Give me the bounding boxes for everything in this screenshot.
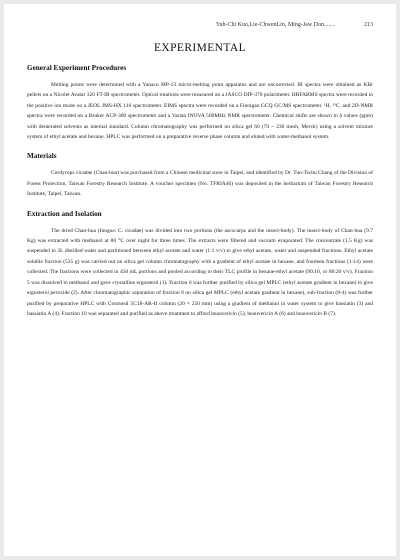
section-body: Melting points were determined with a Yanaco MP-13 micro-melting point apparatus and are uncorrected. IR spectra were obtained as KBr pellets on a Nicolet Avatar 320 FT-IR spectrometer. Optical rotations were measured on a JASCO DIP-370 polarimeter. HRFABMS spectra were recorded in the positive ion mode on a JEOL JMS-HX 110 spectrometer. EIMS spectra were recorded on a Finnigan GCQ GC/MS spectrometer. ¹H, ¹³C, and 2D-NMR spectra were recorded on a Bruker ACP-300 spectrometer and a Varian INOVA 500MHz NMR spectrometer. Chemical shifts are shown in δ values (ppm) with deuterated solvents as internal standard. Column chromatography was performed on silica gel 60 (70 ~ 230 mesh, Merck) using a solvent mixture system of ethyl acetate and hexane. HPLC was performed on a preparative reverse phase column and eluted with water-methanol system. — [27, 82, 373, 141]
section-heading: Extraction and Isolation — [27, 209, 102, 218]
header-authors: Yuh-Chi Kuo,Lie-ChwenLin, Ming-Jaw Don....... — [215, 22, 335, 28]
section-heading: Materials — [27, 152, 57, 161]
section-general-procedures — [27, 64, 373, 142]
section-extraction-isolation — [27, 210, 373, 320]
document-page — [4, 4, 396, 556]
page-number: 213 — [364, 22, 373, 28]
section-body: Cordyceps cicadae (Chan-hua) was purchased from a Chinese medicinal store in Taipei, and identified by Dr. Tun-Tschu Chang of the Division of Forest Protection, Taiwan Forestry Research Institute. A voucher specimen (No. TFRIA46) was deposited in the herbarium of Taiwan Forestry Research Institute, Taipei, Taiwan. — [27, 170, 373, 198]
section-heading: General Experiment Procedures — [27, 64, 127, 72]
running-header — [27, 20, 373, 30]
section-materials — [27, 152, 373, 199]
page-title: EXPERIMENTAL — [153, 42, 247, 54]
section-body: The dried Chan-hua (fungus: C. cicadae) was divided into two portions (the ascocarps and the insect-body). The insect-body of Chan-hua (9.7 Kg) was extracted with methanol at 80 °C over night for three times. The extracts were filtered and vacuum evaporated. The concentrate (1.5 Kg) was suspended in 3L distilled water and partitioned between ethyl acetate and water (1:1 v/v) to give ethyl acetate, water and suspended fractions. Ethyl acetate soluble fraction (535 g) was carried out on silica gel column chromatography with a gradient of ethyl acetate in hexane, and fourteen fractions (1-14) were collected. The fractions were collected in 450 mL portions and pooled according to their TLC profile in hexane-ethyl acetate (90:10, or 80:20 v/v). Fraction 5 was dissolved in methanol and gave crystalline ergosterol (1). Fraction 6 was further purified by silica gel MPLC (ethyl acetate gradient in hexane) to give ergosterol peroxide (2). After chromatographic separation of fraction 8 on silica gel MPLC (ethyl acetate gradient in hexane), sub-fraction (8-4) was further purified by preparative HPLC with Cosmosil 5C18-AR-II column (20 × 250 mm) using a gradient of methanol in water system to give bassiatin (3) and bassiatin A (4). Fraction 10 was separated and purified as above treatment to afford beauvericin (5), beauvericin A (6) and beauvericin B (7). — [27, 227, 373, 317]
